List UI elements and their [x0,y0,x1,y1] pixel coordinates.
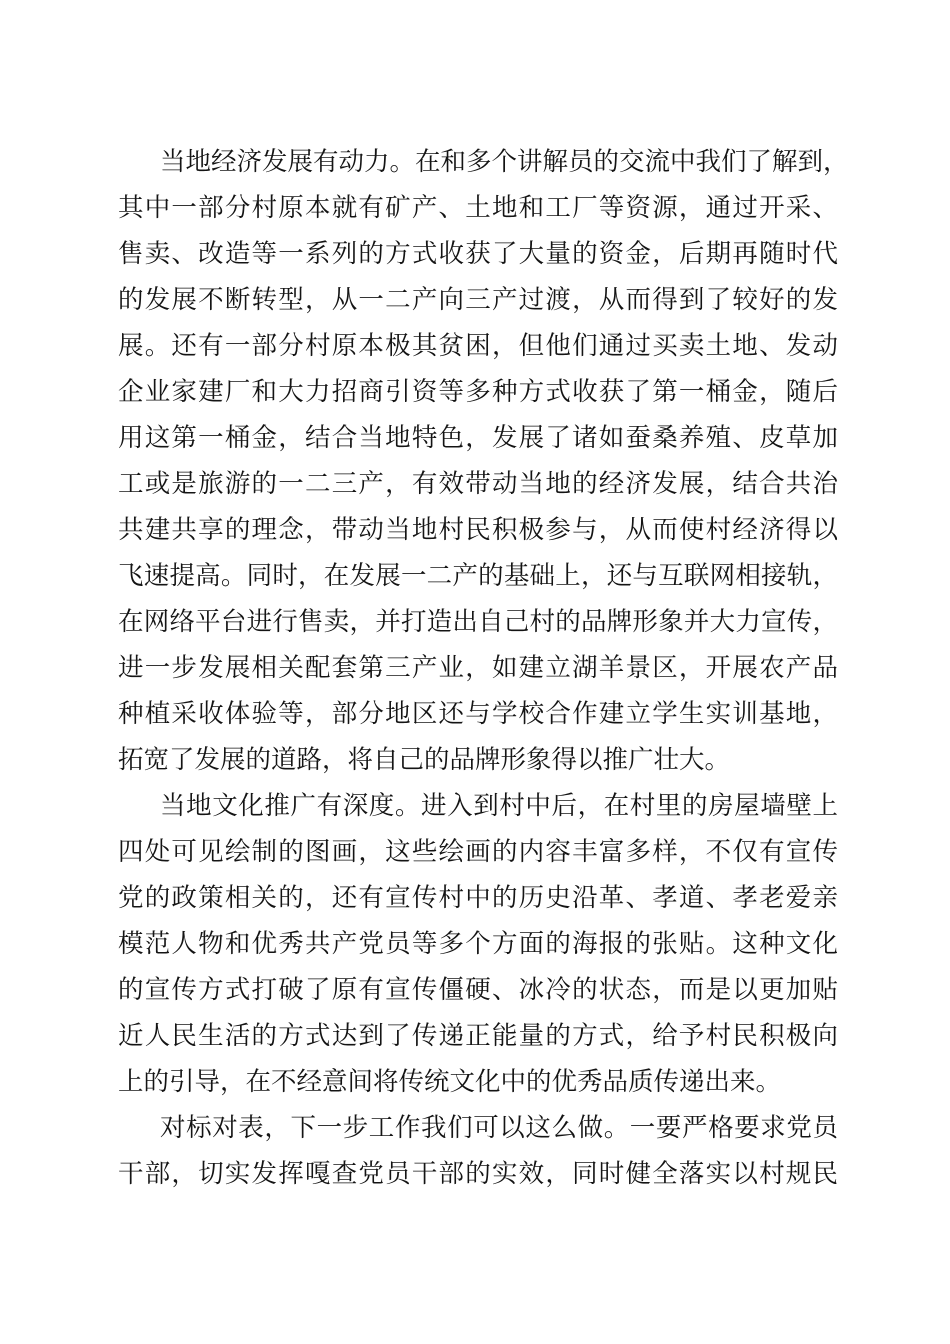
text-line: 飞速提高。同时，在发展一二产的基础上，还与互联网相接轨， [118,561,838,591]
text-line: 上的引导，在不经意间将传统文化中的优秀品质传递出来。 [118,1067,782,1097]
text-line: 模范人物和优秀共产党员等多个方面的海报的张贴。这种文化 [118,929,838,959]
text-line: 的宣传方式打破了原有宣传僵硬、冰冷的状态，而是以更加贴 [118,975,838,1005]
paragraph-next-steps [118,1105,838,1197]
text-line: 的发展不断转型，从一二产向三产过渡，从而得到了较好的发 [118,285,838,315]
text-line: 用这第一桶金，结合当地特色，发展了诸如蚕桑养殖、皮草加 [118,423,838,453]
paragraph-economy [118,139,849,783]
text-line: 企业家建厂和大力招商引资等多种方式收获了第一桶金，随后 [118,377,838,407]
text-line: 售卖、改造等一系列的方式收获了大量的资金，后期再随时代 [118,239,838,269]
text-line: 对标对表，下一步工作我们可以这么做。一要严格要求党员 [160,1113,838,1143]
text-line: 拓宽了发展的道路，将自己的品牌形象得以推广壮大。 [118,745,731,775]
text-line: 当地经济发展有动力。在和多个讲解员的交流中我们了解到， [160,147,849,177]
text-line: 工或是旅游的一二三产，有效带动当地的经济发展，结合共治 [118,469,838,499]
text-line: 当地文化推广有深度。进入到村中后，在村里的房屋墙壁上 [160,791,838,821]
text-line: 展。还有一部分村原本极其贫困，但他们通过买卖土地、发动 [118,331,838,361]
paragraph-culture [118,783,838,1105]
document-body [118,139,849,1197]
text-line: 其中一部分村原本就有矿产、土地和工厂等资源，通过开采、 [118,193,838,223]
text-line: 四处可见绘制的图画，这些绘画的内容丰富多样，不仅有宣传 [118,837,838,867]
text-line: 干部，切实发挥嘎查党员干部的实效，同时健全落实以村规民 [118,1159,838,1189]
text-line: 近人民生活的方式达到了传递正能量的方式，给予村民积极向 [118,1021,838,1051]
text-line: 在网络平台进行售卖，并打造出自己村的品牌形象并大力宣传， [118,607,838,637]
text-line: 种植采收体验等，部分地区还与学校合作建立学生实训基地， [118,699,838,729]
text-line: 共建共享的理念，带动当地村民积极参与，从而使村经济得以 [118,515,838,545]
text-line: 进一步发展相关配套第三产业，如建立湖羊景区，开展农产品 [118,653,838,683]
text-line: 党的政策相关的，还有宣传村中的历史沿革、孝道、孝老爱亲 [118,883,838,913]
